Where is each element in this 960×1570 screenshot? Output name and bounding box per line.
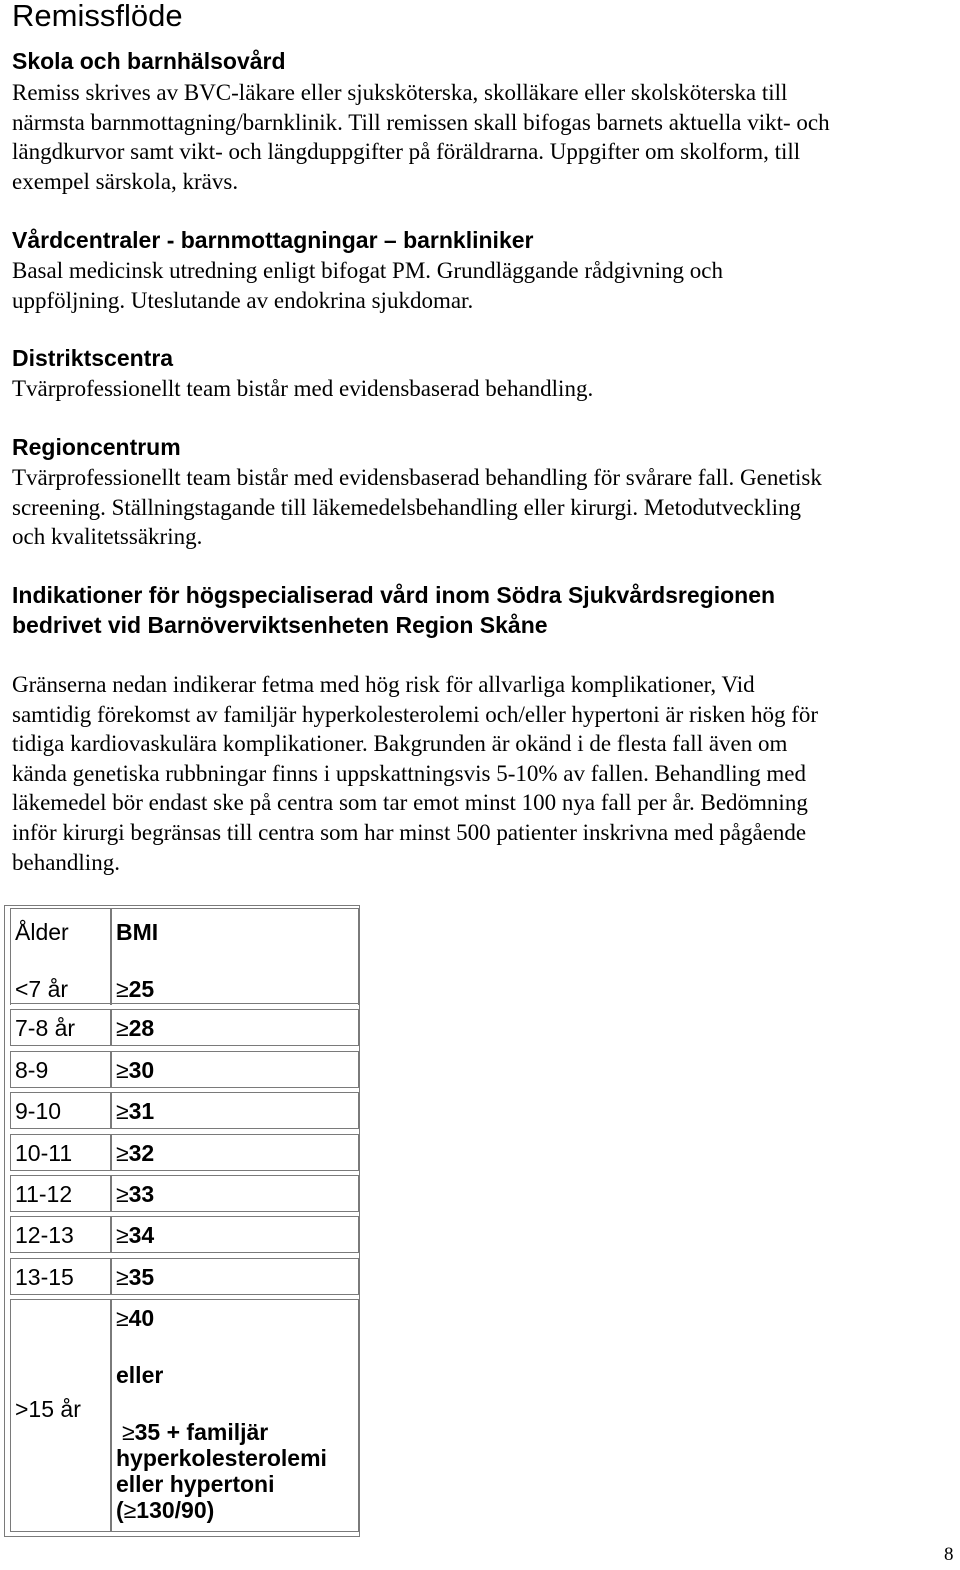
table-row-bmi [111,1216,359,1253]
table-row-bmi [111,1051,359,1088]
bmi-value: 33 [128,1181,155,1207]
header-bmi-label: BMI [116,919,159,945]
ge-symbol: ≥ [116,1305,129,1331]
heading-line: bedrivet vid Barnöverviktsenheten Region Skåne [12,612,548,638]
ge-symbol: ≥ [116,1098,129,1124]
text-line: uppföljning. Uteslutande av endokrina sjukdomar. [12,287,474,313]
table-row-bmi [111,1009,359,1046]
age-value: <7 år [15,976,69,1002]
table-row-age [10,1258,111,1295]
ge-symbol: ≥ [123,1497,137,1523]
table-row-age [10,1134,111,1171]
document-title: Remissflöde [12,0,183,33]
table-row-bmi [111,1299,359,1532]
section-text-vardcentraler [12,256,958,315]
table-row-age [10,970,111,1005]
age-value: 12-13 [15,1222,74,1248]
section-heading-skola: Skola och barnhälsovård [12,48,286,74]
table-row-bmi [111,1258,359,1295]
ge-symbol: ≥ [116,1140,129,1166]
age-value: 11-12 [15,1181,73,1207]
text-line: Tvärprofessionellt team bistår med evidensbaserad behandling för svårare fall. Genetisk [12,465,822,490]
text-line: Remiss skrives av BVC-läkare eller sjuksköterska, skolläkare eller skolsköterska till [12,80,788,105]
table-row-bmi [111,1175,359,1212]
section-text-distriktscentra [12,374,958,404]
bmi-primary [116,1305,358,1362]
bmi-value: 35 [128,1264,155,1290]
age-value: 13-15 [15,1264,74,1290]
age-value: 8-9 [15,1057,49,1083]
bmi-value: 31 [128,1098,155,1124]
bmi-value: 35 + familjär [134,1419,269,1445]
bp-value: 130/90) [136,1497,215,1523]
bmi-value: 40 [128,1305,155,1331]
ge-symbol: ≥ [116,1015,129,1041]
ge-symbol: ≥ [116,1181,129,1207]
age-value: 9-10 [15,1098,62,1124]
blood-pressure [116,1497,358,1523]
bmi-value: 34 [128,1222,155,1248]
bmi-value: 32 [128,1140,155,1166]
text-line: läkemedel bör endast ske på centra som tar emot minst 100 nya fall per år. Bedömning [12,790,808,816]
ge-symbol: ≥ [116,1057,129,1083]
text-line: Gränserna nedan indikerar fetma med hög risk för allvarliga komplikationer, Vid [12,672,755,697]
table-row-age [10,1216,111,1253]
text-line: tidiga kardiovaskulära komplikationer. Bakgrunden är okänd i de flesta fall även om [12,731,788,757]
text-line: kända genetiska rubbningar finns i uppskattningsvis 5-10% av fallen. Behandling med [12,760,806,786]
table-row-age [10,1299,111,1532]
condition-line: hyperkolesterolemi [116,1445,327,1471]
text-line: screening. Ställningstagande till läkemedelsbehandling eller kirurgi. Metodutveckling [12,494,802,520]
table-row-age [10,1175,111,1212]
section-heading-distriktscentra: Distriktscentra [12,345,174,371]
table-row-bmi [111,970,359,1005]
bmi-secondary [116,1419,358,1445]
ge-symbol: ≥ [116,1264,129,1290]
age-value: 10-11 [15,1140,73,1166]
text-line: närmsta barnmottagning/barnklinik. Till remissen skall bifogas barnets aktuella vikt- och [12,109,830,135]
page-number: 8 [944,1544,954,1565]
indications-text [12,670,958,877]
section-heading-regioncentrum: Regioncentrum [12,434,181,460]
text-line: inför kirurgi begränsas till centra som har minst 500 patienter inskrivna med pågående [12,819,807,845]
section-text-skola [12,78,958,196]
text-line: Tvärprofessionellt team bistår med evidensbaserad behandling. [12,376,594,401]
bmi-value: 28 [128,1015,155,1041]
table-row-age [10,1092,111,1129]
text-line: och kvalitetssäkring. [12,524,203,549]
or-word: eller [116,1362,164,1388]
bmi-value: 30 [128,1057,155,1083]
ge-symbol: ≥ [116,976,129,1002]
age-value: >15 år [15,1396,81,1422]
header-age-label: Ålder [15,919,69,945]
table-row-bmi [111,1092,359,1129]
ge-symbol: ≥ [122,1419,135,1445]
table-row-bmi [111,1134,359,1171]
age-value: 7-8 år [15,1015,76,1041]
bmi-value: 25 [128,976,155,1002]
indications-heading [12,580,958,640]
text-line: exempel särskola, krävs. [12,168,239,194]
text-line: längdkurvor samt vikt- och längduppgifter på föräldrarna. Uppgifter om skolform, till [12,139,801,164]
bmi-table [4,905,360,1537]
section-text-regioncentrum [12,463,958,552]
text-line: behandling. [12,849,120,875]
section-heading-vardcentraler: Vårdcentraler - barnmottagningar – barnkliniker [12,227,534,253]
text-line: samtidig förekomst av familjär hyperkolesterolemi och/eller hypertoni är risken hög för [12,701,819,727]
bp-open: ( [116,1497,124,1523]
table-row-age [10,1009,111,1046]
heading-line: Indikationer för högspecialiserad vård inom Södra Sjukvårdsregionen [12,582,776,608]
ge-symbol: ≥ [116,1222,129,1248]
table-row-age [10,1051,111,1088]
condition-line: eller hypertoni [116,1471,275,1497]
text-line: Basal medicinsk utredning enligt bifogat PM. Grundläggande rådgivning och [12,258,723,283]
